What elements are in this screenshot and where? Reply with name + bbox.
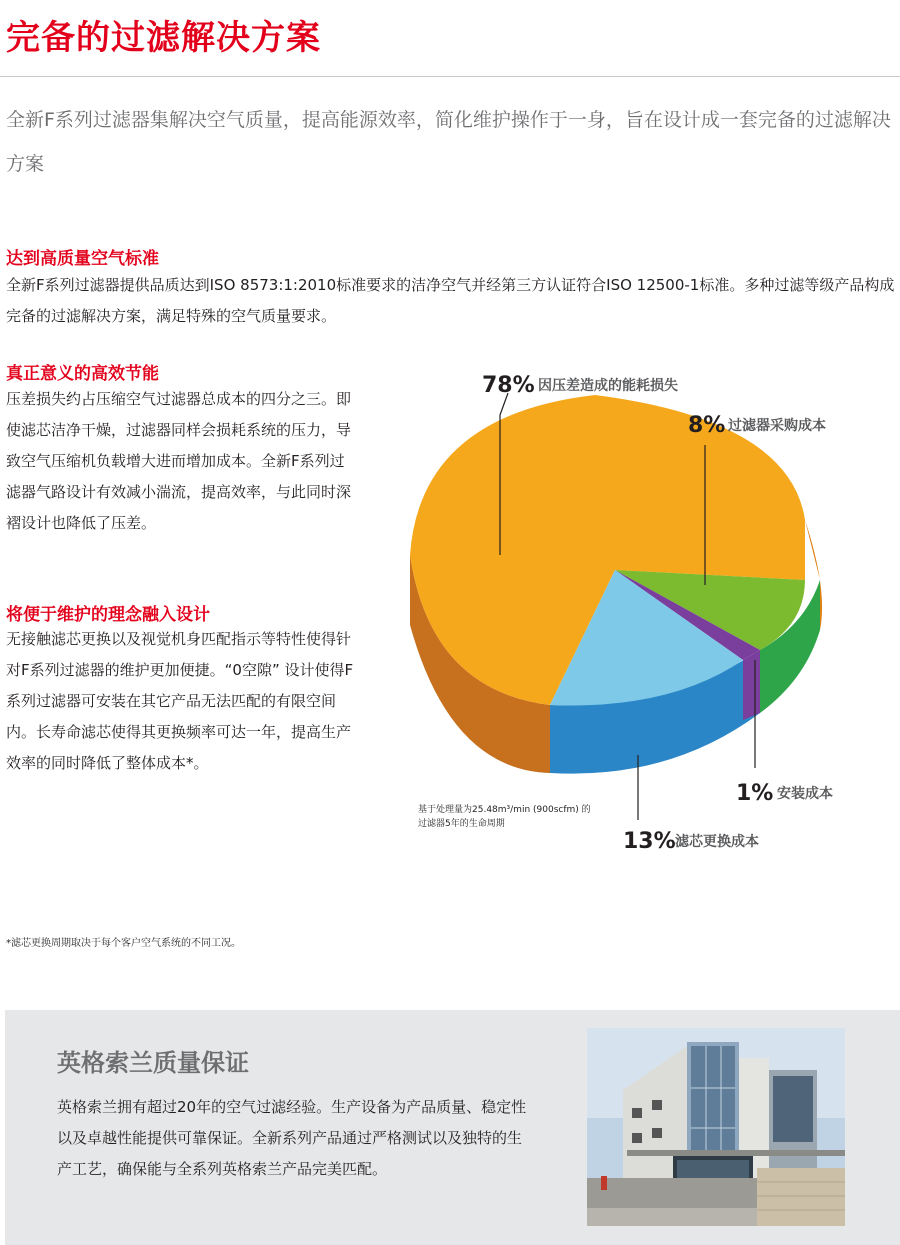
pie-label-replacement: 滤芯更换成本: [675, 834, 759, 850]
pie-label-install: 安装成本: [777, 786, 833, 802]
quality-assurance-panel: [5, 1010, 900, 1245]
title-divider: [0, 76, 900, 77]
section-body-maintenance: 无接触滤芯更换以及视觉机身匹配指示等特性使得针对F系列过滤器的维护更加便捷。“0空隙” 设计使得F系列过滤器可安装在其它产品无法匹配的有限空间内。长寿命滤芯使得其更换频率可达一年，提高生产效率的同时降低了整体成本*。: [6, 630, 354, 772]
section-title-air-quality: 达到高质量空气标准: [6, 249, 159, 269]
cost-pie-chart: [410, 360, 900, 860]
page-title: 完备的过滤解决方案: [6, 18, 321, 58]
intro-paragraph: 全新F系列过滤器集解决空气质量，提高能源效率，简化维护操作于一身，旨在设计成一套完备的过滤解决方案: [6, 109, 891, 175]
quality-body: 英格索兰拥有超过20年的空气过滤经验。生产设备为产品质量、稳定性以及卓越性能提供可靠保证。全新系列产品通过严格测试以及独特的生产工艺，确保能与全系列英格索兰产品完美匹配。: [57, 1098, 527, 1178]
pie-side-install: [743, 650, 760, 720]
pie-pct-install: 1%: [736, 781, 774, 806]
pie-pct-energy-loss: 78%: [482, 373, 535, 398]
section-body-air-quality: 全新F系列过滤器提供品质达到ISO 8573:1:2010标准要求的洁净空气并经第三方认证符合ISO 12500-1标准。多种过滤等级产品构成完备的过滤解决方案，满足特殊的空气质量要求。: [6, 276, 895, 325]
pie-pct-purchase: 8%: [688, 413, 726, 438]
chart-basis-note-line2: 过滤器5年的生命周期: [418, 819, 505, 829]
footnote: *滤芯更换周期取决于每个客户空气系统的不同工况。: [6, 938, 241, 949]
pie-label-energy-loss: 因压差造成的能耗损失: [538, 378, 678, 394]
pie-label-purchase: 过滤器采购成本: [728, 418, 826, 434]
section-title-energy: 真正意义的高效节能: [6, 364, 159, 384]
quality-title: 英格索兰质量保证: [57, 1049, 249, 1077]
pie-pct-replacement: 13%: [623, 829, 676, 854]
section-body-energy: 压差损失约占压缩空气过滤器总成本的四分之三。即使滤芯洁净干燥，过滤器同样会损耗系统的压力，导致空气压缩机负载增大进而增加成本。全新F系列过滤器气路设计有效减小湍流，提高效率，与此同时深褶设计也降低了压差。: [6, 390, 352, 532]
section-title-maintenance: 将便于维护的理念融入设计: [6, 605, 210, 625]
factory-building-photo: [587, 1028, 845, 1226]
chart-basis-note-line1: 基于处理量为25.48m³/min (900scfm) 的: [418, 805, 591, 815]
